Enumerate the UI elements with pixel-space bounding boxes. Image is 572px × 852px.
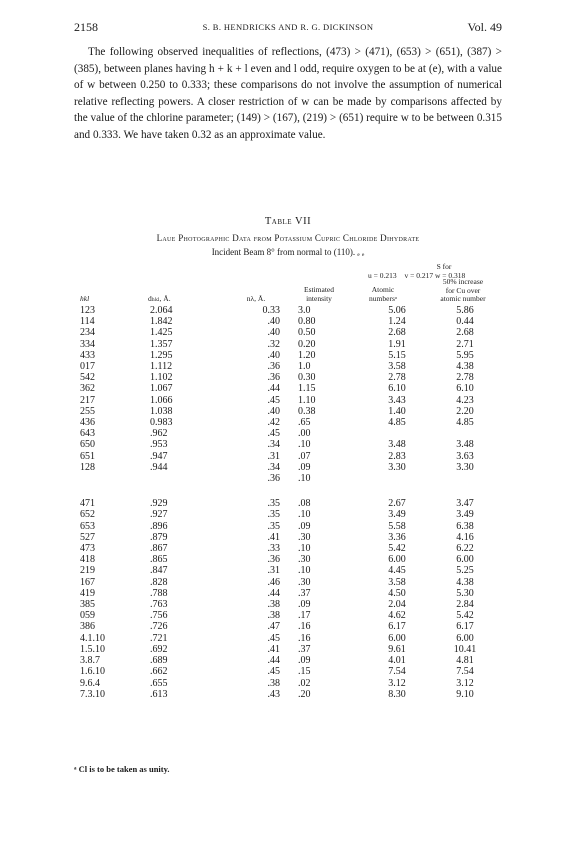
table-cell: 255 [80,405,95,417]
table-cell: .09 [298,655,311,667]
volume-label: Vol. 49 [467,20,502,34]
table-cell: 0.30 [298,372,316,384]
table-cell: 1.067 [150,383,173,395]
table-cell: 6.00 [456,554,474,566]
table-cell: 0.50 [298,327,316,339]
table-cell: 167 [80,576,95,588]
table-cell: 4.38 [456,576,474,588]
table-number: Table VII [264,216,312,227]
table-cell: .692 [150,643,168,655]
table-cell: 1.6.10 [80,666,105,678]
table-cell: 0.44 [456,316,474,328]
table-cell: 5.42 [388,543,406,555]
table-cell: 5.86 [456,305,474,316]
table-cell: 1.15 [298,383,316,395]
table-cell: .45 [267,666,280,678]
table-cell: 418 [80,554,95,566]
table-cell: .38 [267,610,280,622]
table-cell: .689 [150,655,168,667]
table-cell: 1.038 [150,405,173,417]
table-cell: .10 [298,473,311,485]
table-cell: .44 [267,383,280,395]
group-spacer [78,484,500,498]
table-cell: 6.17 [388,621,406,633]
table-cell: 9.61 [388,643,406,655]
table-cell: 4.23 [456,394,474,406]
table-cell: .37 [298,643,311,655]
table-cell: .65 [298,417,311,429]
table-cell: .37 [298,587,311,599]
table-cell: .756 [150,610,168,622]
table-cell: .947 [150,450,168,462]
table-cell: .40 [267,316,280,328]
table-cell: .10 [298,543,311,555]
table-cell: 5.06 [388,305,406,316]
table-cell: 128 [80,461,95,473]
table-cell: 436 [80,417,95,429]
table-row [78,372,500,383]
table-title: Laue Photographic Data from Potassium Cupric Chloride Dihydrate [156,233,420,243]
table-row [78,521,500,532]
table-cell: 9.10 [456,688,474,700]
table-cell: 6.10 [456,383,474,395]
table-row [78,350,500,361]
table-row [78,621,500,632]
table-row [78,417,500,428]
table-cell: 2.20 [456,405,474,417]
table-cell: 1.5.10 [80,643,105,655]
table-cell: .10 [298,509,311,521]
table-cell: 1.295 [150,349,173,361]
table-cell: .44 [267,655,280,667]
table-cell: 1.24 [388,316,406,328]
table-cell: 419 [80,587,95,599]
table-cell: 1.40 [388,405,406,417]
table-cell: 1.102 [150,372,173,384]
table-row [78,610,500,621]
table-cell: 5.30 [456,587,474,599]
table-cell: .36 [267,473,280,485]
table-cell: .962 [150,428,168,440]
table-cell: .41 [267,643,280,655]
table-cell: 5.42 [456,610,474,622]
table-cell: .34 [267,439,280,451]
table-row [78,316,500,327]
table-cell: 2.84 [456,599,474,611]
table-footnote [74,764,170,774]
table-cell: 217 [80,394,95,406]
table-cell [78,473,148,484]
table-cell [364,428,430,439]
table-cell: .929 [150,498,168,510]
table-cell: 3.49 [388,509,406,521]
table-cell: 3.47 [456,498,474,510]
table-cell: .30 [298,576,311,588]
table-cell: 542 [80,372,95,384]
table-cell: 362 [80,383,95,395]
table-cell: 1.842 [150,316,173,328]
table-cell: 6.00 [456,632,474,644]
table-cell: 6.38 [456,520,474,532]
table-cell: 4.45 [388,565,406,577]
table-cell: 5.58 [388,520,406,532]
table-row [78,383,500,394]
table-cell: .788 [150,587,168,599]
table-cell: 3.49 [456,509,474,521]
table-cell: 4.16 [456,531,474,543]
table-cell: 123 [80,305,95,316]
table-cell: 1.20 [298,349,316,361]
table-cell: 433 [80,349,95,361]
table-cell: .847 [150,565,168,577]
table-cell: 2.064 [150,305,173,316]
table-cell: .30 [298,554,311,566]
table-cell: .35 [267,498,280,510]
table-cell: .10 [298,439,311,451]
table-row [78,554,500,565]
table-cell: 4.85 [388,417,406,429]
table-cell: .613 [150,688,168,700]
table-cell: .30 [298,531,311,543]
table-cell: .16 [298,621,311,633]
table-cell: 4.50 [388,587,406,599]
table-cell: 0.983 [150,417,173,429]
table-cell: .08 [298,498,311,510]
table-cell: 1.91 [388,338,406,350]
col-header-d-spacing: dₕₖₗ, Å. [148,294,171,303]
table-cell: .655 [150,677,168,689]
table-subtitle: Incident Beam 8° from normal to (110). ₑ ₑ [211,247,365,257]
col-header-cu-increase: 50% increase for Cu over atomic number [440,277,486,303]
table-cell: 2.68 [456,327,474,339]
table-row [78,543,500,554]
table-cell: 4.62 [388,610,406,622]
table-cell: 650 [80,439,95,451]
table-cell: 3.30 [456,461,474,473]
table-cell: 3.58 [388,576,406,588]
table-row [78,473,500,484]
table-cell: .879 [150,531,168,543]
table-cell: .02 [298,677,311,689]
table-cell: 651 [80,450,95,462]
table-cell: 5.15 [388,349,406,361]
table-cell: .09 [298,520,311,532]
table-cell: 7.54 [388,666,406,678]
table-cell: .31 [267,450,280,462]
table-cell: 1.0 [298,361,311,373]
table-cell: .10 [298,565,311,577]
table-row [78,644,500,655]
table-cell: 6.00 [388,554,406,566]
table-row [78,655,500,666]
table-cell: 4.38 [456,361,474,373]
table-row [78,327,500,338]
table-cell: .17 [298,610,311,622]
table-cell: 2.71 [456,338,474,350]
table-cell: 7.54 [456,666,474,678]
table-row [78,565,500,576]
table-cell: 4.81 [456,655,474,667]
table-row [78,599,500,610]
table-cell: .763 [150,599,168,611]
table-cell: 653 [80,520,95,532]
table-row [78,406,500,417]
table-row [78,633,500,644]
body-paragraph: The following observed inequalities of reflections, (473) > (471), (653) > (651), (387) > (385), between planes having h + k + l even and l odd, require oxygen to be at (e), with a value of w between 0.250 to 0.333; these comparisons do not involve the assumption of numerical relative reflecting powers. A closer restriction of w can be made by comparisons affected by the value of the chlorine parameter; (149) > (167), (219) > (651) require w to be between 0.315 and 0.333. We have taken 0.32 as an approximate value. [74,46,502,141]
table-cell: 8.30 [388,688,406,700]
table-cell: 3.48 [456,439,474,451]
table-cell: 017 [80,361,95,373]
table-cell: .896 [150,520,168,532]
table-cell: 0.20 [298,338,316,350]
table-cell: 2.78 [456,372,474,384]
table-cell: .45 [267,428,280,440]
table-cell: .36 [267,361,280,373]
table-cell: .40 [267,405,280,417]
table-cell: .36 [267,554,280,566]
table-cell: 3.48 [388,439,406,451]
table-cell: .47 [267,621,280,633]
table-cell: .36 [267,372,280,384]
table-cell: 473 [80,543,95,555]
table-cell: .35 [267,509,280,521]
table-cell: 6.00 [388,632,406,644]
table-cell: 1.425 [150,327,173,339]
table-cell: .38 [267,677,280,689]
table-row [78,678,500,689]
table-cell: 1.10 [298,394,316,406]
table-cell: 1.357 [150,338,173,350]
table-cell: .44 [267,587,280,599]
running-title: S. B. HENDRICKS AND R. G. DICKINSON [202,22,374,32]
table-cell: .07 [298,450,311,462]
table-row [78,498,500,509]
table-row [78,509,500,520]
table-cell: 2.68 [388,327,406,339]
table-cell: 3.0 [298,305,311,316]
s-for-label: S for [436,262,452,271]
table-cell: .721 [150,632,168,644]
table-cell: 3.43 [388,394,406,406]
table-cell: 4.85 [456,417,474,429]
subtitle-marks: ₑ ₑ [357,247,365,257]
table-cell: 3.63 [456,450,474,462]
table-cell: .828 [150,576,168,588]
table-cell: .20 [298,688,311,700]
col-header-atomic-numbers: Atomic numbersᵃ [369,285,397,303]
table-cell: 2.83 [388,450,406,462]
table-row [78,462,500,473]
table-cell: .31 [267,565,280,577]
table-cell: 1.066 [150,394,173,406]
table-cell: .944 [150,461,168,473]
laue-data-table [78,305,500,700]
table-cell: 652 [80,509,95,521]
table-cell: 059 [80,610,95,622]
table-cell: 0.33 [262,305,280,316]
table-cell: 2.78 [388,372,406,384]
table-cell: .40 [267,349,280,361]
table-cell: .867 [150,543,168,555]
table-row [78,428,500,439]
table-cell: 3.30 [388,461,406,473]
footnote-mark: ᵃ [74,764,77,774]
table-row [78,305,500,316]
table-cell: 234 [80,327,95,339]
table-cell: 334 [80,338,95,350]
table-cell: .45 [267,394,280,406]
table-cell: 219 [80,565,95,577]
table-cell: 386 [80,621,95,633]
table-cell [364,473,430,484]
table-cell [148,473,208,484]
table-row [78,666,500,677]
table-row [78,451,500,462]
table-cell: .953 [150,439,168,451]
table-cell: 10.41 [453,643,477,655]
table-cell: 471 [80,498,95,510]
table-cell: .33 [267,543,280,555]
table-cell: 3.8.7 [80,655,100,667]
table-cell: 527 [80,531,95,543]
table-cell: 6.10 [388,383,406,395]
table-cell: .865 [150,554,168,566]
table-cell: .40 [267,327,280,339]
running-header [74,20,502,34]
table-cell: 3.12 [456,677,474,689]
table-cell: .46 [267,576,280,588]
table-cell: 5.25 [456,565,474,577]
table-cell: .927 [150,509,168,521]
table-cell: 643 [80,428,95,440]
table-cell: .726 [150,621,168,633]
vw-parameter-label: v = 0.217 w = 0.318 [404,271,466,280]
table-cell: 2.04 [388,599,406,611]
table-cell: 2.67 [388,498,406,510]
table-cell: 114 [80,316,95,328]
table-cell: 5.95 [456,349,474,361]
table-cell: 6.17 [456,621,474,633]
table-cell: .43 [267,688,280,700]
table-cell: 3.36 [388,531,406,543]
table-row [78,577,500,588]
col-header-wavelength: nλ, Å. [246,294,266,303]
table-cell: .09 [298,599,311,611]
table-row [78,588,500,599]
col-header-hkl: hkl [80,294,90,303]
table-cell: .16 [298,632,311,644]
table-cell: .38 [267,599,280,611]
table-cell: 9.6.4 [80,677,100,689]
col-header-intensity: Estimated intensity [304,285,334,303]
table-cell: 6.22 [456,543,474,555]
table-cell: .45 [267,632,280,644]
table-row [78,339,500,350]
footnote-text: Cl is to be taken as unity. [78,764,170,774]
table-cell: .09 [298,461,311,473]
table-cell: .662 [150,666,168,678]
table-cell: 3.12 [388,677,406,689]
table-cell: .15 [298,666,311,678]
table-row [78,532,500,543]
table-cell [430,428,500,439]
table-cell: .00 [298,428,311,440]
table-row [78,395,500,406]
table-cell: 0.38 [298,405,316,417]
table-cell: 385 [80,599,95,611]
table-cell: 4.1.10 [80,632,105,644]
table-cell: .35 [267,520,280,532]
table-cell: .34 [267,461,280,473]
table-cell: 0.80 [298,316,316,328]
page-number: 2158 [74,20,98,34]
table-cell: 3.58 [388,361,406,373]
table-row [78,361,500,372]
table-cell [430,473,500,484]
table-row [78,439,500,450]
table-cell: .32 [267,338,280,350]
table-cell: 1.112 [150,361,173,373]
table-cell: .42 [267,417,280,429]
table-cell: 4.01 [388,655,406,667]
table-cell: 7.3.10 [80,688,105,700]
u-parameter-label: u = 0.213 [368,271,397,280]
table-row [78,689,500,700]
table-cell: .41 [267,531,280,543]
